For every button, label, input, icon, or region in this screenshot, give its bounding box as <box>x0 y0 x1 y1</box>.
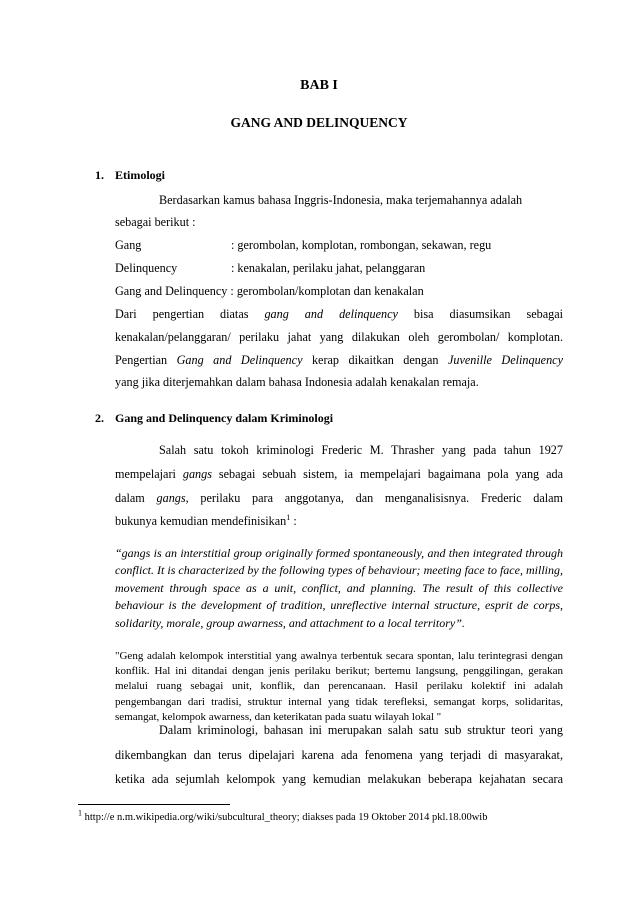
section-1-paragraph-3-line-2: yang jika diterjemahkan dalam bahasa Indonesia adalah kenakalan remaja. <box>115 375 479 389</box>
chapter-subtitle: GANG AND DELINQUENCY <box>230 115 408 130</box>
emphasis-text: gangs <box>182 467 212 481</box>
section-2-heading: Gang and Delinquency dalam Kriminologi <box>115 411 334 425</box>
section-2-number: 2. <box>95 411 104 425</box>
section-1-paragraph-2-line-1 <box>115 307 563 322</box>
text-run: Dari pengertian diatas <box>115 307 265 321</box>
footnote-mark: 1 <box>78 808 82 818</box>
section-1-paragraph-2-line-2: kenakalan/pelanggaran/ perilaku jahat yang dilakukan oleh gerombolan/ komplotan. <box>115 330 563 344</box>
section-1-heading: Etimologi <box>115 168 165 182</box>
text-run: kerap dikaitkan dengan <box>302 353 448 367</box>
section-1-intro-line-2: sebagai berikut : <box>115 215 196 229</box>
definition-delinquency-term: Delinquency <box>115 261 178 275</box>
indonesian-translation-quote: "Geng adalah kelompok interstitial yang awalnya terbentuk secara spontan, lalu terintegrasi dengan konflik. Hal ini ditandai dengan jenis perilaku berikut; bertemu langsung, penggilingan, gerakan melalui ruang sebagai unit, konflik, dan perencanaan. Hasil perilaku kolektif ini adalah pengembangan dari tradisi, struktur internal yang tidak terefleksi, semangat korps, solidaritas, semangat, kelompok awarness, dan keterikatan pada suatu wilayah lokal " <box>115 650 563 723</box>
text-run: mempelajari <box>115 467 183 481</box>
section-2-paragraph-1-line-3 <box>115 491 563 506</box>
section-2-paragraph-1-line-1: Salah satu tokoh kriminologi Frederic M. Thrasher yang pada tahun 1927 <box>159 443 563 457</box>
section-2-paragraph-1-line-4 <box>115 514 297 529</box>
definition-delinquency-value: : kenakalan, perilaku jahat, pelanggaran <box>231 261 426 275</box>
text-run: bisa diasumsikan sebagai <box>397 307 563 321</box>
definition-gang-value: : gerombolan, komplotan, rombongan, sekawan, regu <box>231 238 492 252</box>
chapter-title: BAB I <box>300 78 338 93</box>
definition-gang-and-delinquency: Gang and Delinquency : gerombolan/komplotan dan kenakalan <box>115 284 424 298</box>
text-run: sebagai sebuah sistem, ia mempelajari bagaimana pola yang ada <box>211 467 563 481</box>
section-2-paragraph-2-line-1: Dalam kriminologi, bahasan ini merupakan salah satu sub struktur teori yang <box>159 723 563 737</box>
section-1-intro-line-1: Berdasarkan kamus bahasa Inggris-Indonesia, maka terjemahannya adalah <box>159 193 523 207</box>
text-run: bukunya kemudian mendefinisikan <box>115 514 287 528</box>
section-2-paragraph-2-line-2: dikembangkan dan terus dipelajari karena ada fenomena yang terjadi di masyarakat, <box>115 748 563 762</box>
section-1-paragraph-3-line-1 <box>115 353 563 368</box>
section-2-paragraph-1-line-2 <box>115 467 563 482</box>
section-1-number: 1. <box>95 168 104 182</box>
footnote-reference[interactable]: 1 <box>286 512 291 522</box>
english-quote: “gangs is an interstitial group originally formed spontaneously, and then integrated through conflict. It is characterized by the following types of behaviour; meeting face to face, milling, movement through space as a unit, conflict, and planning. The result of this collective behaviour is the development of tradition, unreflective internal structure, esprit de corps, solidarity, morale, group awarness, and attachment to a local territory”. <box>115 546 563 630</box>
text-run: perilaku para anggotanya, dan menganalisisnya. Frederic dalam <box>188 491 564 505</box>
text-run: dalam <box>115 491 157 505</box>
emphasis-text: gang and delinquency <box>264 307 398 321</box>
footnote-text[interactable]: http://e n.m.wikipedia.org/wiki/subcultural_theory; diakses pada 19 Oktober 2014 pkl.18.00wib <box>82 812 488 823</box>
text-run: Pengertian <box>115 353 177 367</box>
emphasis-text: Gang and Delinquency <box>176 353 303 367</box>
footnote <box>78 808 488 823</box>
emphasis-text: Juvenille Delinquency <box>447 353 564 367</box>
text-run: : <box>290 514 297 528</box>
emphasis-text: gangs, <box>156 491 189 505</box>
footnote-separator <box>78 804 230 805</box>
definition-gang-term: Gang <box>115 238 142 252</box>
section-2-paragraph-2-line-3: ketika ada sejumlah kelompok yang kemudian melakukan beberapa kejahatan secara <box>115 772 563 786</box>
